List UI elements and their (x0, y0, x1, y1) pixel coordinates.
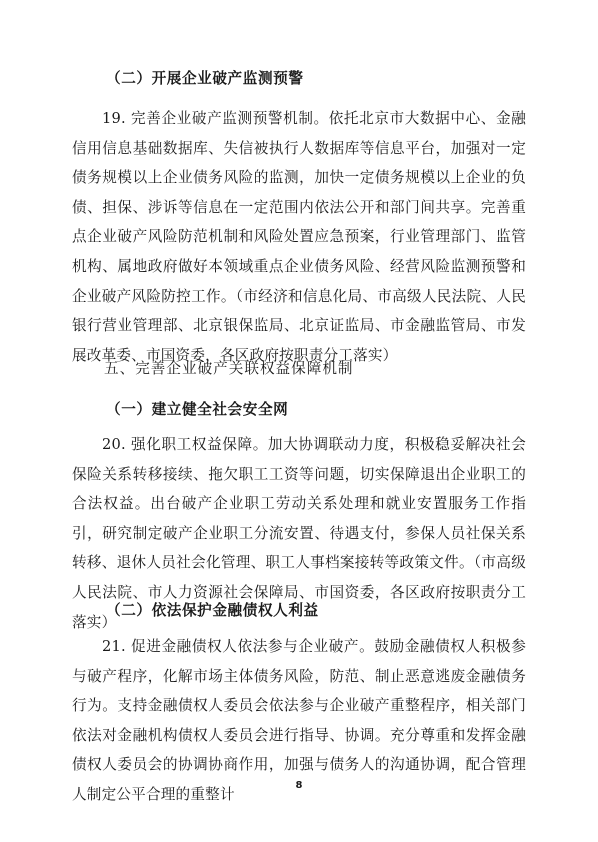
paragraph-20-text: 20. 强化职工权益保障。加大协调联动力度，积极稳妥解决社会保险关系转移接续、拖欠职工工资等问题，切实保障退出企业职工的合法权益。出台破产企业职工劳动关系处理和就业安置服务工作指引，研究制定破产企业职工分流安置、待遇支付，参保人员社保关系转移、退休人员社会化管理、职工人事档案接转等政策文件。（市高级人民法院、市人力资源社会保障局、市国资委，各区政府按职责分工落实） (72, 436, 526, 631)
heading-financial-creditors: （二）依法保护金融债权人利益 (106, 602, 319, 619)
paragraph-19 (72, 104, 526, 370)
heading-section-five: 五、完善企业破产关联权益保障机制 (104, 360, 354, 377)
paragraph-21-text: 21. 促进金融债权人依法参与企业破产。鼓励金融债权人积极参与破产程序，化解市场主体债务风险，防范、制止恶意逃废金融债务行为。支持金融债权人委员会依法参与企业破产重整程序，相关部门依法对金融机构债权人委员会进行指导、协调。充分尊重和发挥金融债权人委员会的协调协商作用，加强与债务人的沟通协调，配合管理人制定公平合理的重整计 (72, 638, 526, 803)
heading-bankruptcy-monitoring: （二）开展企业破产监测预警 (106, 70, 304, 87)
paragraph-19-text: 19. 完善企业破产监测预警机制。依托北京市大数据中心、金融信用信息基础数据库、失信被执行人数据库等信息平台，加强对一定债务规模以上企业债务风险的监测，加快一定债务规模以上企业的负债、担保、涉诉等信息在一定范围内依法公开和部门间共享。完善重点企业破产风险防范机制和风险处置应急预案，行业管理部门、监管机构、属地政府做好本领域重点企业债务风险、经营风险监测预警和企业破产风险防控工作。（市经济和信息化局、市高级人民法院、人民银行营业管理部、北京银保监局、北京证监局、市金融监管局、市发展改革委、市国资委，各区政府按职责分工落实） (72, 110, 526, 364)
heading-social-safety-net: （一）建立健全社会安全网 (106, 401, 289, 418)
page-number: 8 (295, 780, 303, 791)
